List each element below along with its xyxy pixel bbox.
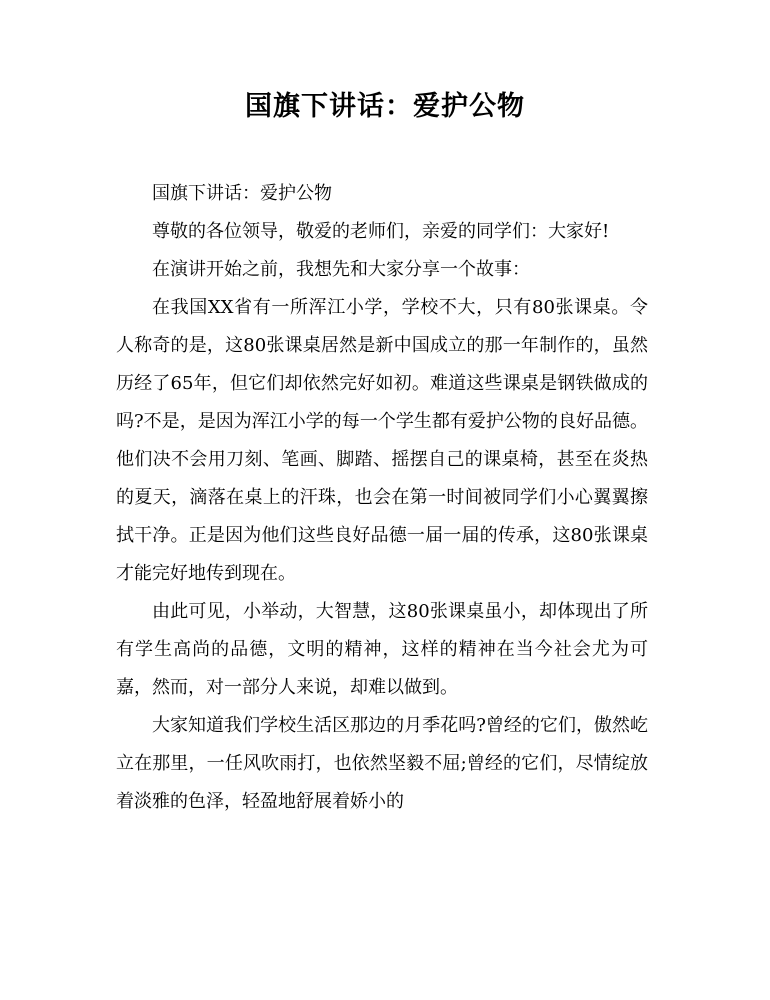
- paragraph-conclusion: 由此可见，小举动，大智慧，这80张课桌虽小，却体现出了所有学生高尚的品德，文明的精神，这样的精神在当今社会尤为可嘉，然而，对一部分人来说，却难以做到。: [116, 601, 648, 698]
- document-body: [116, 175, 648, 821]
- document-title: 国旗下讲话：爱护公物: [245, 91, 525, 122]
- paragraph-flowers: 大家知道我们学校生活区那边的月季花吗?曾经的它们，傲然屹立在那里，一任风吹雨打，也依然坚毅不屈;曾经的它们，尽情绽放着淡雅的色泽，轻盈地舒展着娇小的: [116, 715, 648, 812]
- paragraph-subtitle: 国旗下讲话：爱护公物: [152, 183, 332, 204]
- paragraph-story: 在我国XX省有一所浑江小学，学校不大，只有80张课桌。令人称奇的是，这80张课桌居然是新中国成立的那一年制作的，虽然历经了65年，但它们却依然完好如初。难道这些课桌是钢铁做成的吗?不是，是因为浑江小学的每一个学生都有爱护公物的良好品德。他们决不会用刀刻、笔画、脚踏、摇摆自己的课桌椅，甚至在炎热的夏天，滴落在桌上的汗珠，也会在第一时间被同学们小心翼翼擦拭干净。正是因为他们这些良好品德一届一届的传承，这80张课桌才能完好地传到现在。: [116, 297, 648, 584]
- paragraph-intro: 在演讲开始之前，我想先和大家分享一个故事：: [152, 259, 530, 280]
- paragraph-greeting: 尊敬的各位领导，敬爱的老师们，亲爱的同学们：大家好!: [152, 221, 610, 242]
